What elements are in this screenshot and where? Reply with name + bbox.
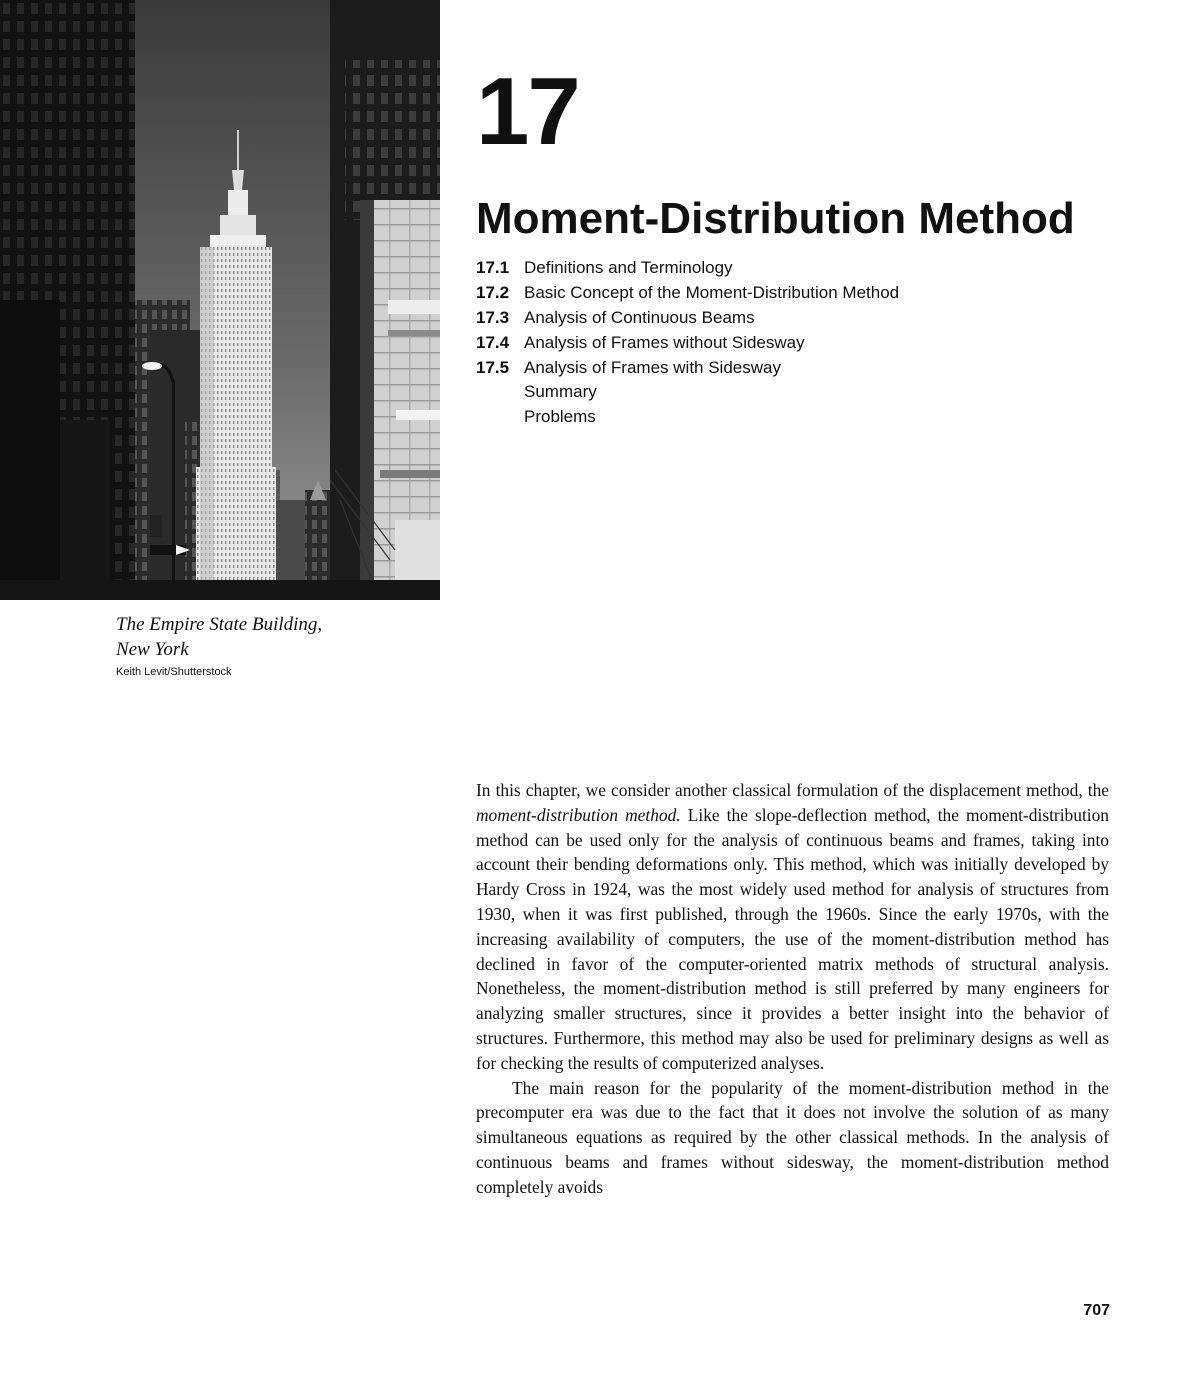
toc-entry[interactable]	[476, 330, 899, 355]
caption-title-line: New York	[116, 639, 189, 660]
chapter-title: Moment-Distribution Method	[476, 194, 1075, 243]
toc-section-title: Problems	[524, 407, 596, 427]
photo-caption	[116, 612, 416, 678]
toc-section-number: 17.3	[476, 307, 510, 327]
toc-entry[interactable]	[476, 355, 899, 380]
toc-section-number: 17.4	[476, 332, 510, 352]
toc-section-number: 17.1	[476, 258, 510, 278]
photo-street	[0, 580, 440, 600]
toc-entry[interactable]	[476, 256, 899, 281]
toc-entry[interactable]	[476, 281, 899, 306]
photo-facade	[380, 470, 440, 478]
photo-building	[0, 300, 60, 600]
chapter-introduction	[476, 778, 1109, 1200]
toc-entry[interactable]	[476, 306, 899, 331]
toc-section-title: Summary	[524, 382, 597, 402]
toc-section-title: Basic Concept of the Moment-Distribution Method	[524, 283, 900, 303]
toc-section-title: Definitions and Terminology	[524, 258, 733, 278]
chapter-opener-photo	[0, 0, 440, 600]
photo-facade	[396, 410, 440, 420]
toc-section-number: 17.5	[476, 357, 510, 377]
photo-credit: Keith Levit/Shutterstock	[116, 666, 232, 678]
paragraph-text: Like the slope-deflection method, the moment-distribution method can be used only for the analysis of continuous beams and frames, taking into account their bending deformations only. This method, which was initially developed by Hardy Cross in 1924, was the most widely used method for analysis of structures from 1930, when it was first published, through the 1960s. Since the early 1970s, with the increasing availability of computers, the use of the moment-distribution method has declined in favor of the computer-oriented matrix methods of structural analysis. Nonetheless, the moment-distribution method is still preferred by many engineers for analyzing smaller structures, since it provides a better insight into the behavior of structures. Furthermore, this method may also be used for preliminary designs as well as for checking the results of computerized analyses.	[476, 804, 1110, 1073]
toc-entry[interactable]	[476, 380, 899, 405]
photo-facade	[388, 300, 440, 314]
body-paragraph: The main reason for the popularity of the moment-distribution method in the precomputer era was due to the fact that it does not involve the solution of as many simultaneous equations as required by the other classical methods. In the analysis of continuous beams and frames without sidesway, the moment-distribution method completely avoids	[476, 1077, 1109, 1197]
chapter-contents	[476, 256, 899, 430]
caption-title-line: The Empire State Building,	[116, 614, 323, 635]
photo-building	[345, 60, 440, 220]
chapter-number: 17	[476, 58, 579, 165]
toc-entry[interactable]	[476, 405, 899, 430]
paragraph-text: In this chapter, we consider another classical formulation of the displacement method, the	[476, 780, 1109, 800]
toc-section-title: Analysis of Continuous Beams	[524, 307, 755, 327]
page-number: 707	[1083, 1302, 1110, 1319]
toc-section-number: 17.2	[476, 283, 510, 303]
body-paragraph	[476, 778, 1109, 1076]
photo-building	[60, 420, 110, 600]
photo-facade	[388, 330, 440, 336]
emphasized-term: moment-distribution method.	[476, 804, 681, 825]
photo-facade	[360, 200, 374, 600]
toc-section-title: Analysis of Frames without Sidesway	[524, 332, 805, 352]
toc-section-title: Analysis of Frames with Sidesway	[524, 357, 781, 377]
